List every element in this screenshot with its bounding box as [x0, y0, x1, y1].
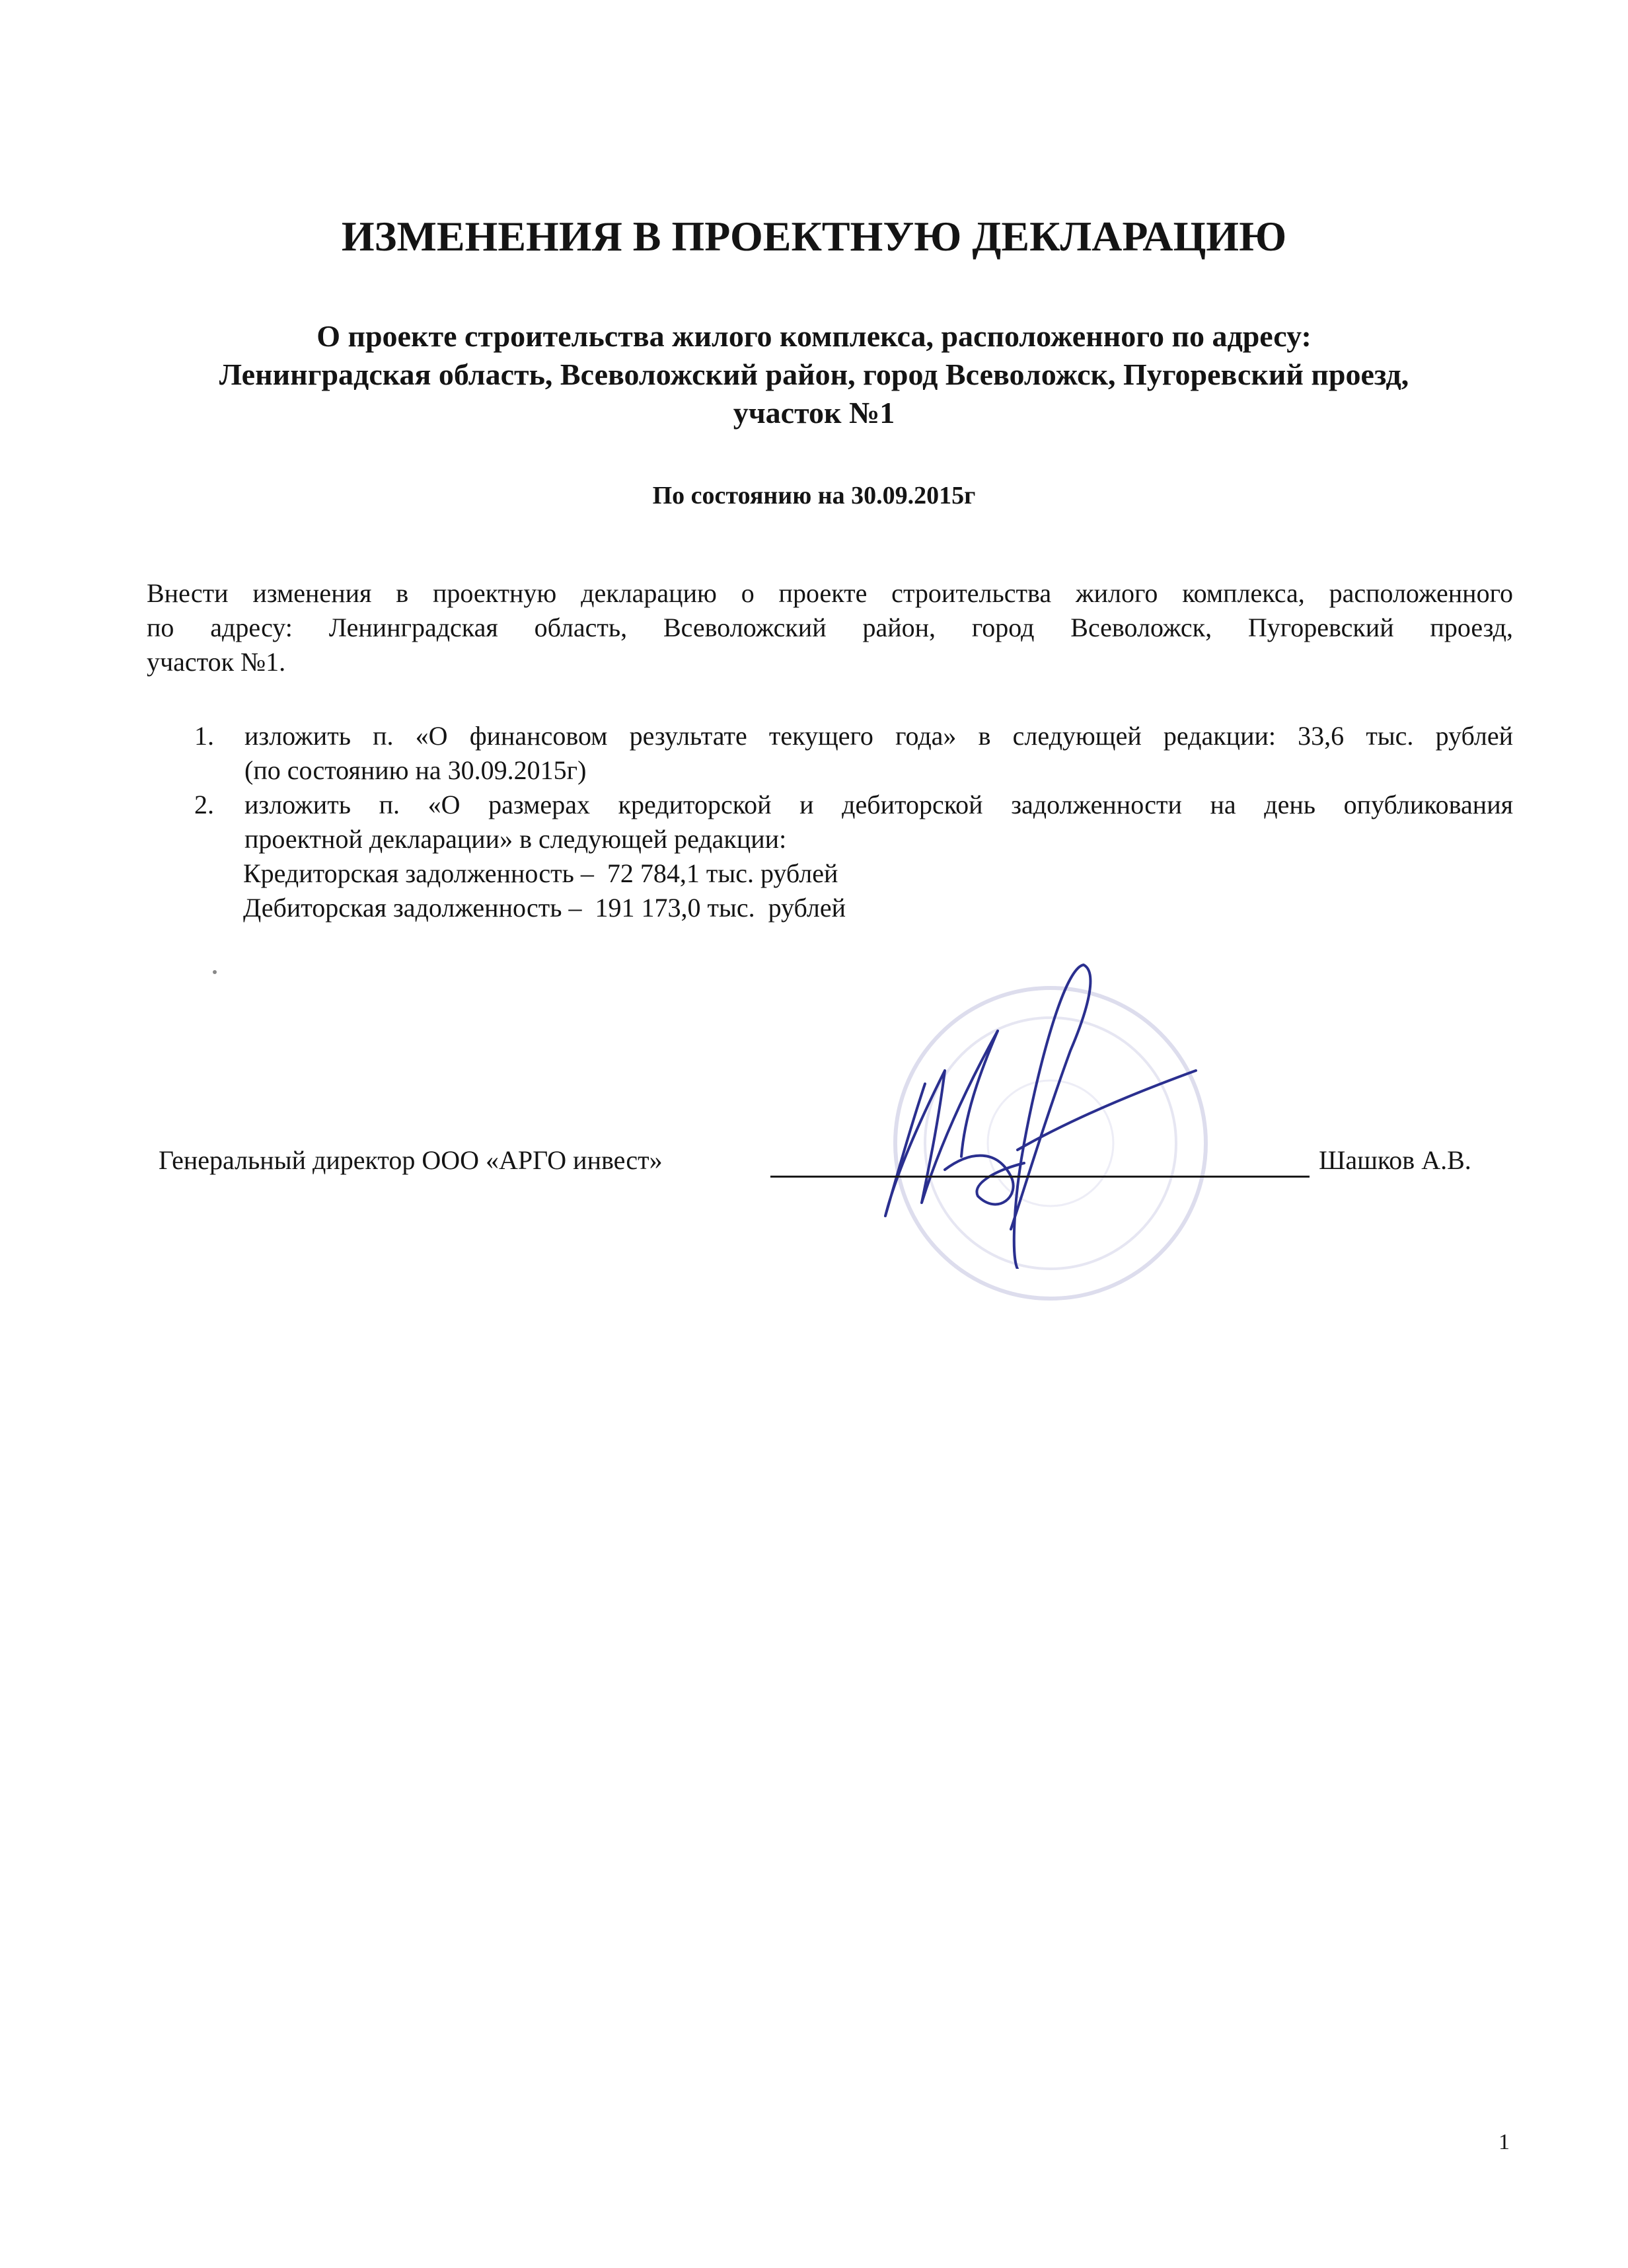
list-item [147, 719, 1513, 788]
page-number: 1 [1498, 2130, 1510, 2154]
as-of-date: По состоянию на 30.09.2015г [652, 482, 976, 510]
signatory-name: Шашков А.В. [1319, 1145, 1471, 1175]
intro-paragraph [147, 576, 1513, 679]
list-item-number: 1. [194, 721, 214, 751]
intro-line: Внести изменения в проектную декларацию о проекте строительства жилого комплекса, расположенного [147, 578, 1513, 608]
subtitle-line: Ленинградская область, Всеволожский район, город Всеволожск, Пугоревский проезд, [219, 358, 1409, 391]
list-item [147, 788, 1513, 856]
list-item-line: (по состоянию на 30.09.2015г) [244, 755, 587, 785]
list-item-line: проектной декларации» в следующей редакции: [244, 824, 787, 854]
amendment-list [147, 719, 1513, 925]
document-subtitle [132, 317, 1496, 432]
signatory-role: Генеральный директор ООО «АРГО инвест» [159, 1145, 663, 1175]
list-item-line: изложить п. «О размерах кредиторской и дебиторской задолженности на день опубликования [244, 790, 1513, 819]
subtitle-line: О проекте строительства жилого комплекса, расположенного по адресу: [316, 319, 1312, 353]
document-title: ИЗМЕНЕНИЯ В ПРОЕКТНУЮ ДЕКЛАРАЦИЮ [341, 213, 1287, 260]
debtor-debt-line: Дебиторская задолженность – 191 173,0 тыс. рублей [243, 893, 846, 923]
list-item-number: 2. [194, 790, 214, 819]
signature-line [770, 1176, 1310, 1178]
intro-line: по адресу: Ленинградская область, Всеволожский район, город Всеволожск, Пугоревский проезд, [147, 613, 1513, 642]
intro-line: участок №1. [147, 647, 286, 677]
creditor-debt-line: Кредиторская задолженность – 72 784,1 тыс. рублей [243, 858, 838, 888]
subtitle-line: участок №1 [733, 396, 895, 430]
list-item-line: изложить п. «О финансовом результате текущего года» в следующей редакции: 33,6 тыс. рублей [244, 721, 1513, 751]
signature-block [0, 1123, 1628, 1322]
scan-speck [213, 970, 217, 974]
